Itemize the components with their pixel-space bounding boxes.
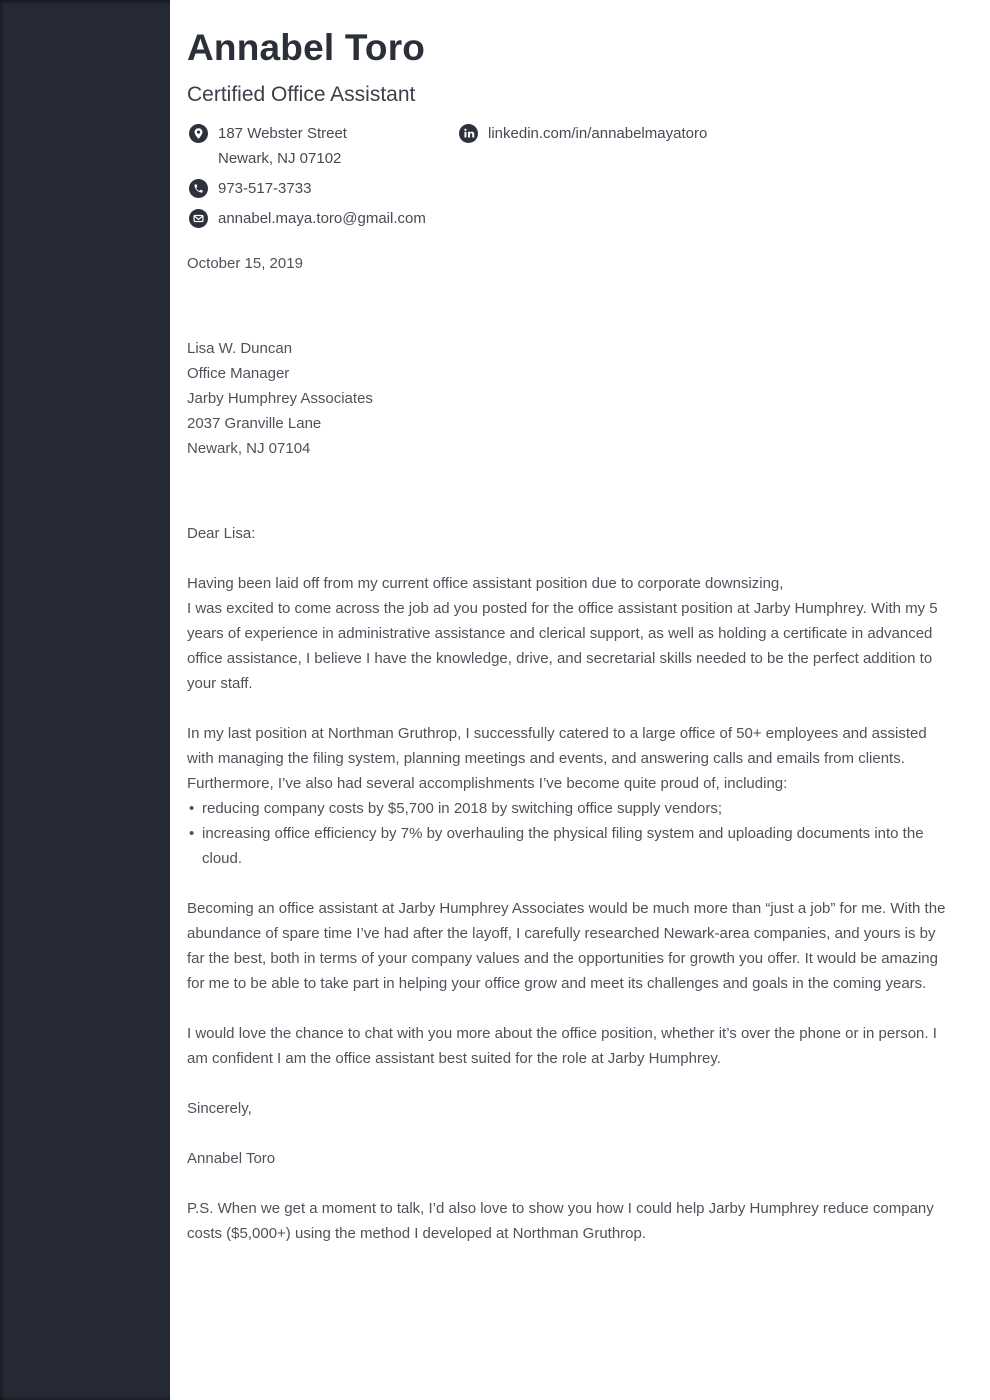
salutation: Dear Lisa: — [187, 525, 256, 542]
signature: Annabel Toro — [187, 1150, 276, 1167]
closing: Sincerely, — [187, 1100, 252, 1117]
address-row — [187, 121, 457, 171]
list-item: • increasing office efficiency by 7% by overhauling the physical filing system and uploading documents into the cloud. — [187, 821, 957, 871]
phone-row — [187, 176, 457, 201]
postscript: P.S. When we get a moment to talk, I’d also love to show you how I could help Jarby Humphrey reduce company costs ($5,000+) using the method I developed at Northman Gruthrop. — [187, 1200, 934, 1242]
location-pin-icon — [189, 124, 208, 143]
applicant-name: Annabel Toro — [187, 27, 426, 68]
email-text: annabel.maya.toro@gmail.com — [218, 210, 426, 227]
envelope-icon — [189, 209, 208, 228]
linkedin-text: linkedin.com/in/annabelmayatoro — [488, 125, 708, 142]
paragraph-experience: In my last position at Northman Gruthrop, I successfully catered to a large office of 50+ employees and assisted with managing the filing system, planning meetings and events, and answering calls and emails from clients. Furthermore, I’ve also had several accomplishments I’ve become quite proud of, including: — [187, 725, 927, 792]
accomplishments-list — [187, 796, 957, 871]
linkedin-icon — [459, 124, 478, 143]
recipient-city: Newark, NJ 07104 — [187, 440, 311, 457]
linkedin-row — [457, 121, 957, 146]
cover-letter — [170, 0, 990, 1400]
recipient-name: Lisa W. Duncan — [187, 340, 293, 357]
email-row — [187, 206, 457, 231]
letter-date: October 15, 2019 — [187, 255, 303, 272]
paragraph-intro: Having been laid off from my current office assistant position due to corporate downsizing, I was excited to come across the job ad you posted for the office assistant position at Jarby Humphrey. With my 5 years of experience in administrative assistance and clerical support, as well as holding a certificate in advanced office assistance, I believe I have the knowledge, drive, and secretarial skills needed to be the perfect addition to your staff. — [187, 575, 938, 692]
recipient-block — [187, 336, 957, 461]
applicant-job-title: Certified Office Assistant — [187, 83, 416, 106]
recipient-company: Jarby Humphrey Associates — [187, 390, 373, 407]
recipient-street: 2037 Granville Lane — [187, 415, 322, 432]
contact-column-right — [457, 121, 957, 146]
address-text: 187 Webster Street Newark, NJ 07102 — [218, 125, 347, 167]
list-item: • reducing company costs by $5,700 in 2018 by switching office supply vendors; — [187, 796, 957, 821]
paragraph-call-to-action: I would love the chance to chat with you more about the office position, whether it’s over the phone or in person. I am confident I am the office assistant best suited for the role at Jarby Humphrey. — [187, 1025, 937, 1067]
paragraph-motivation: Becoming an office assistant at Jarby Humphrey Associates would be much more than “just a job” for me. With the abundance of spare time I’ve had after the layoff, I carefully researched Newark-area companies, and yours is by far the best, both in terms of your company values and the opportunities for growth you offer. It would be amazing for me to be able to take part in helping your office grow and meet its challenges and goals in the coming years. — [187, 900, 946, 992]
sidebar-accent-panel — [0, 0, 170, 1400]
contact-section — [187, 121, 957, 231]
contact-column-left — [187, 121, 457, 231]
recipient-title: Office Manager — [187, 365, 290, 382]
phone-text: 973-517-3733 — [218, 180, 312, 197]
phone-icon — [189, 179, 208, 198]
